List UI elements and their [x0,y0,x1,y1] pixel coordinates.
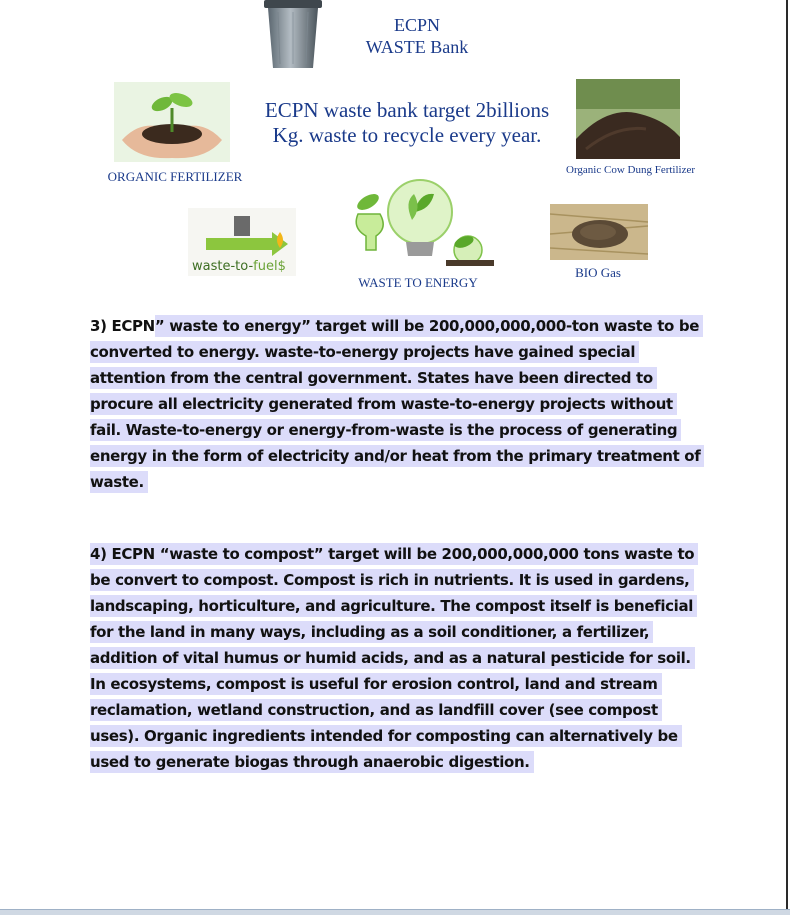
cow-dung-caption: Organic Cow Dung Fertilizer [566,164,696,176]
title-line-2: WASTE Bank [365,37,469,57]
window-bottom-bar [0,909,790,915]
paragraph-3-selected-text: ” waste to energy” target will be 200,000,000,000-ton waste to be converted to energy. waste-to-energy projects have gained special attention from the central government. States have been directed to procure all electricity generated from waste-to-energy projects without fail. Waste-to-energy or energy-from-waste is the process of generating energy in the form of electricity and/or heat from the primary treatment of waste. [90,315,704,493]
cow-dung-fertilizer-image [576,79,680,159]
organic-fertilizer-image [114,82,230,162]
waste-to-energy-image [344,172,496,272]
target-line-2: Kg. waste to recycle every year. [272,123,542,147]
ecpn-waste-bank-title [352,14,482,58]
target-line-1: ECPN waste bank target 2billions [264,98,550,122]
paragraph-4-selected-text: 4) ECPN “waste to compost” target will be 200,000,000,000 tons waste to be convert to compost. Compost is rich in nutrients. It is used in gardens, landscaping, horticulture, and agriculture. The compost itself is beneficial for the land in many ways, including as a soil conditioner, a fertilizer, addition of vital humus or humid acids, and as a natural pesticide for soil. In ecosystems, compost is useful for erosion control, land and stream reclamation, wetland construction, and as landfill cover (see compost uses). Organic ingredients intended for composting can alternatively be used to generate biogas through anaerobic digestion. [90,543,698,773]
page-edge [786,0,788,914]
waste-to-fuels-logo-text: waste-to-fuel$ [192,259,286,274]
waste-to-compost-paragraph [90,541,702,775]
organic-fertilizer-caption: ORGANIC FERTILIZER [107,169,243,184]
trash-bin-image [262,0,324,70]
waste-to-energy-paragraph [90,313,702,495]
waste-bank-target [248,98,566,148]
title-line-1: ECPN [393,15,440,35]
bio-gas-caption: BIO Gas [575,265,621,280]
paragraph-3-prefix: 3) ECPN [90,317,155,335]
waste-to-energy-caption: WASTE TO ENERGY [358,275,478,290]
waste-to-fuels-image [188,208,296,276]
bio-gas-image [550,204,648,260]
